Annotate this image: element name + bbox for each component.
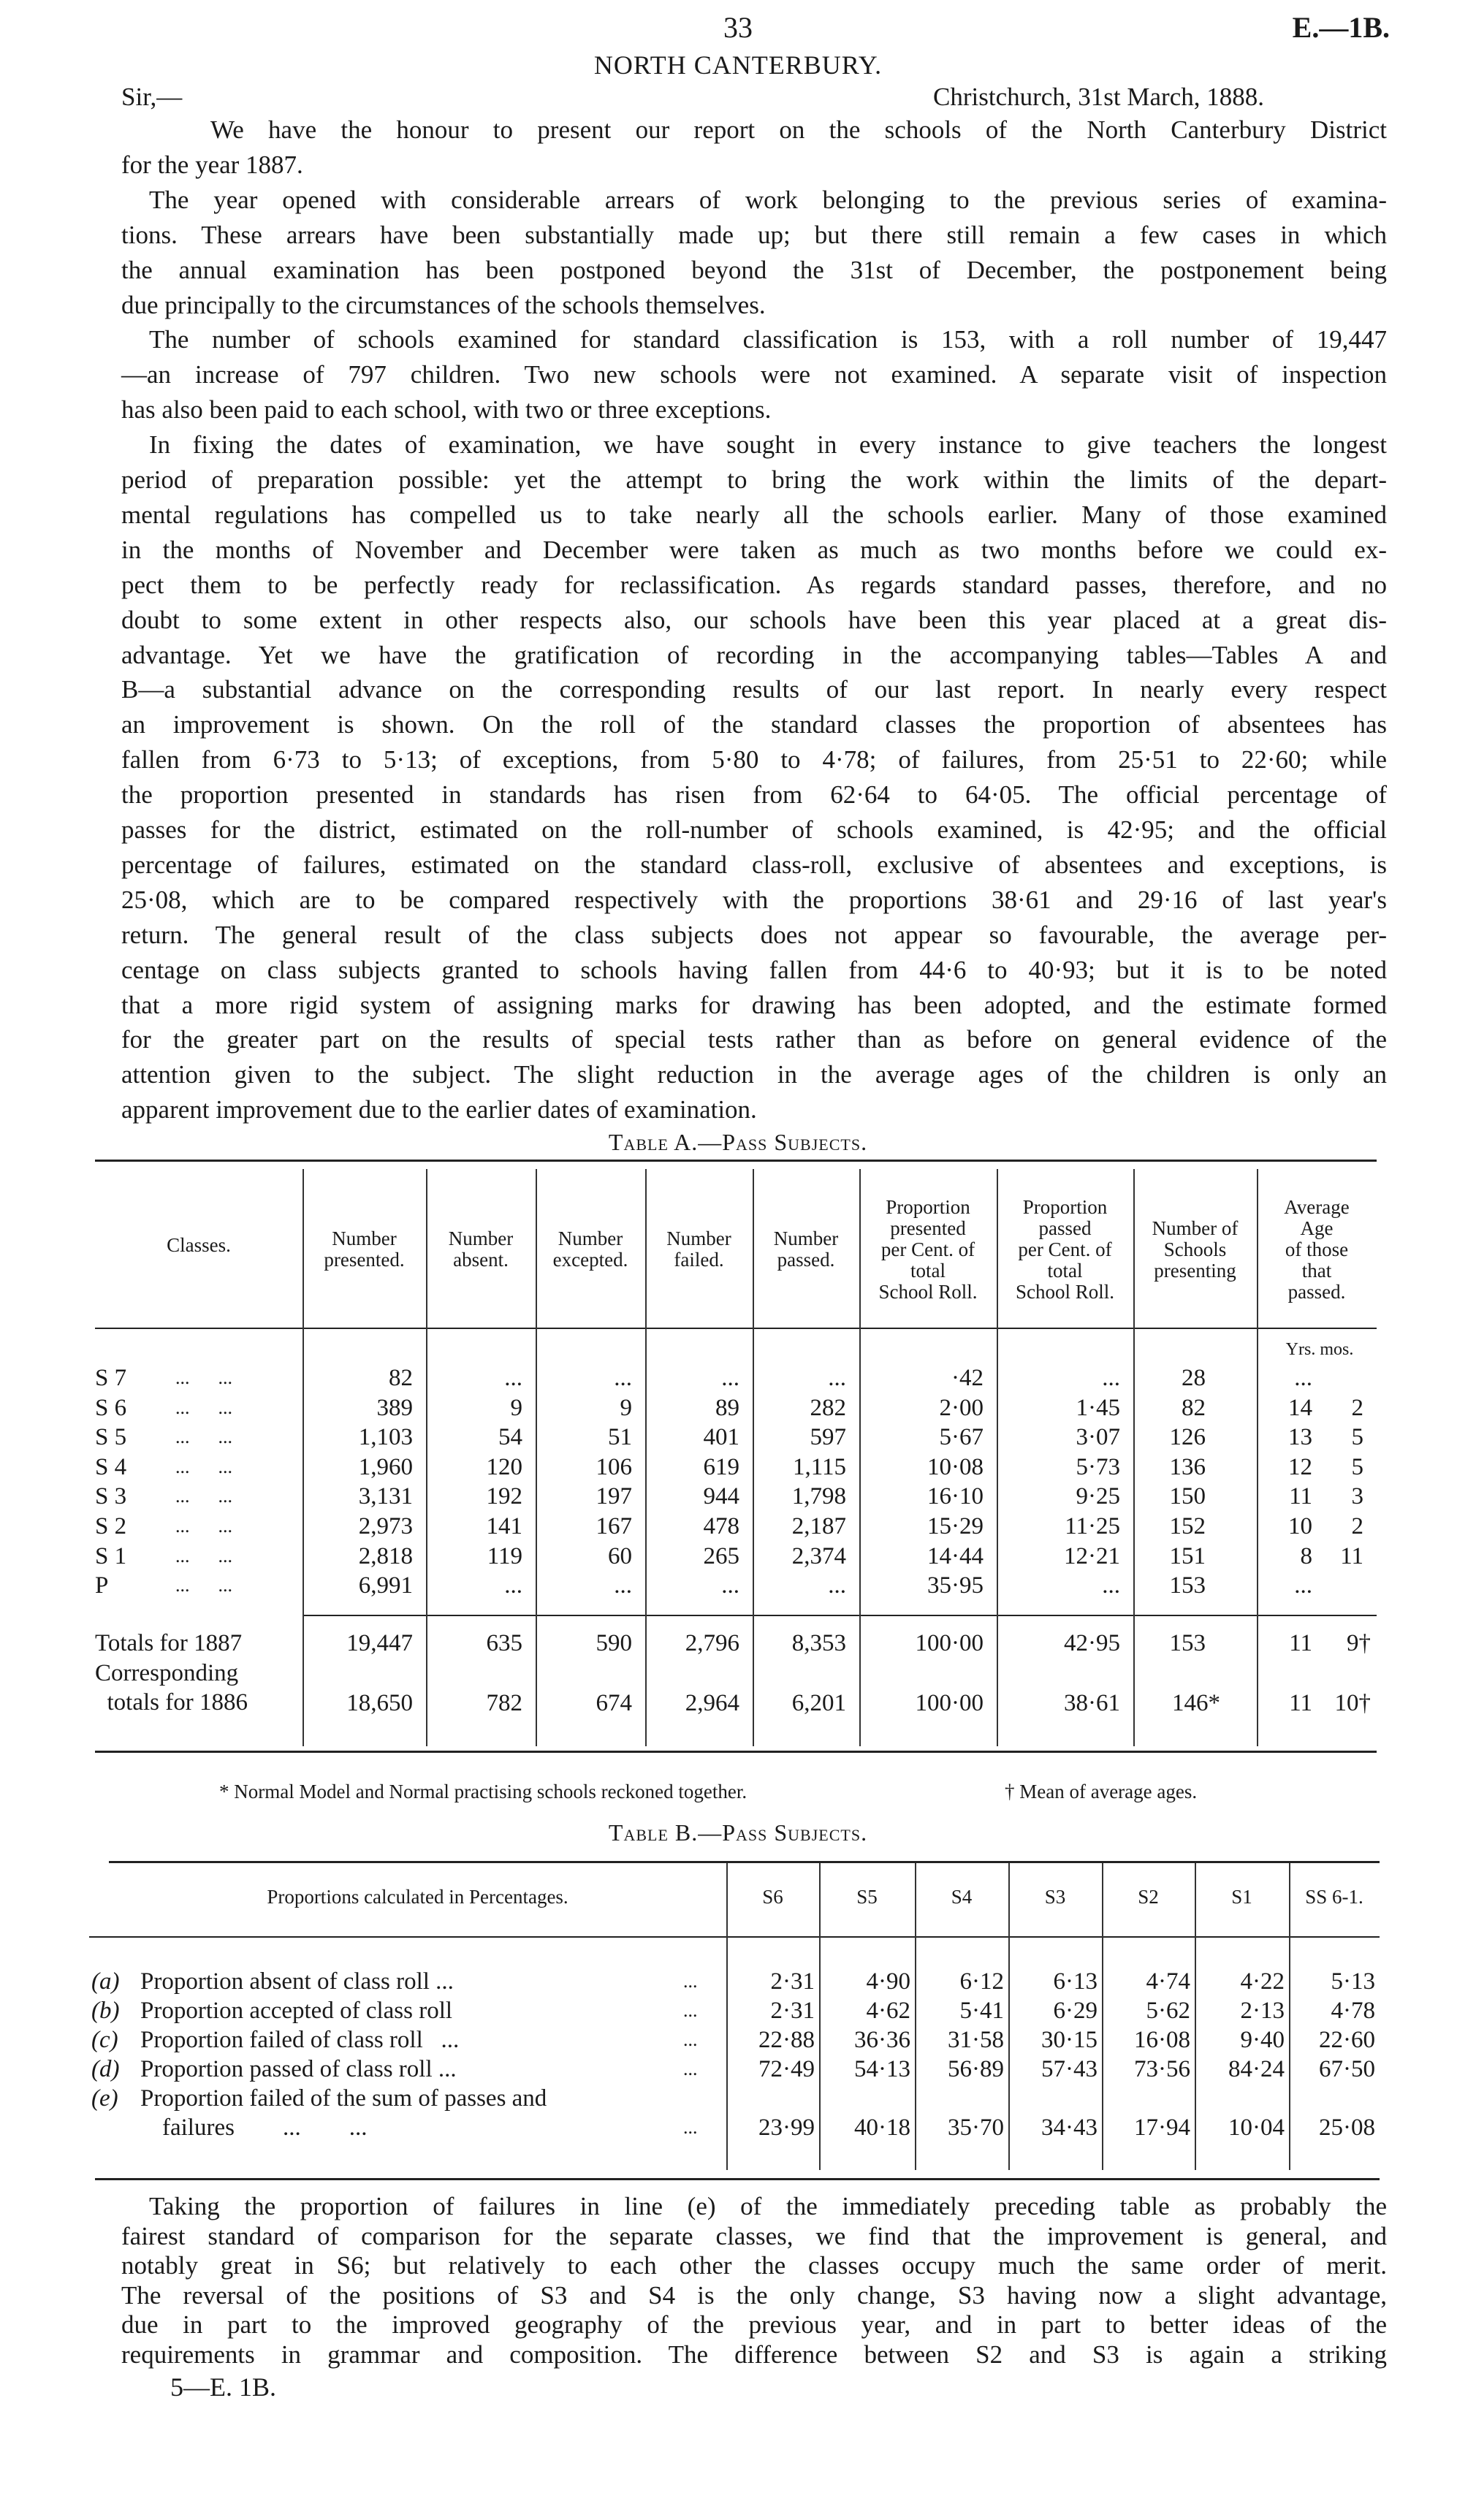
table-top-rule <box>95 1160 1377 1162</box>
age-months: 5 <box>1351 1424 1363 1451</box>
row-label: Proportion passed of class roll ... <box>140 2056 457 2082</box>
table-cell: 19,447 <box>346 1630 413 1656</box>
age-months: 9† <box>1347 1630 1371 1656</box>
table-cell: 4·90 <box>866 1968 910 1995</box>
column-header: S4 <box>951 1886 973 1908</box>
table-cell: 16·08 <box>1134 2027 1190 2053</box>
column-header: S6 <box>762 1886 783 1908</box>
leader-dots: ... ... <box>175 1485 232 1507</box>
salutation: Sir,— <box>121 83 183 111</box>
paragraph-line: the proportion presented in standards has risen from 62·64 to 64·05. The official percentage of <box>121 780 1387 810</box>
table-cell: 8,353 <box>791 1630 846 1656</box>
table-cell: 619 <box>703 1453 739 1480</box>
paragraph-line: advantage. Yet we have the gratification of recording in the accompanying tables—Tables A and <box>121 640 1387 669</box>
age-months: 5 <box>1351 1453 1363 1480</box>
table-cell: 4·78 <box>1331 1998 1375 2024</box>
paragraph-line: notably great in S6; but relatively to each other the classes occupy much the same order of merit. <box>121 2251 1387 2280</box>
dateline: Christchurch, 31st March, 1888. <box>933 83 1264 111</box>
column-header: Number failed. <box>666 1227 731 1271</box>
table-cell: 54 <box>498 1424 522 1451</box>
paragraph-line: centage on class subjects granted to schools having fallen from 44·6 to 40·93; but it is to be noted <box>121 955 1387 984</box>
paragraph-line: due in part to the improved geography of the previous year, and in part to better ideas of the <box>121 2310 1387 2340</box>
table-cell: 192 <box>486 1483 522 1510</box>
table-cell: 389 <box>376 1394 413 1421</box>
table-cell: 153 <box>1169 1630 1206 1656</box>
table-cell: ... <box>1102 1572 1120 1599</box>
class-label: S 2 <box>95 1513 127 1539</box>
paragraph-line: pect them to be perfectly ready for reclassification. As regards standard passes, therefore, and no <box>121 570 1387 599</box>
table-cell: 67·50 <box>1319 2056 1375 2082</box>
table-cell: 5·13 <box>1331 1968 1375 1995</box>
row-key: (e) <box>91 2085 118 2112</box>
column-header: S1 <box>1231 1886 1252 1908</box>
leader-dots: ... ... <box>175 1545 232 1567</box>
table-cell: 4·22 <box>1240 1968 1285 1995</box>
table-cell: 17·94 <box>1134 2114 1190 2141</box>
leader-dots: ... <box>683 2058 698 2079</box>
table-cell: 42·95 <box>1064 1630 1120 1656</box>
age-years: 14 <box>1288 1394 1312 1421</box>
table-cell: 167 <box>596 1513 632 1539</box>
table-cell: ... <box>721 1572 739 1599</box>
table-cell: 120 <box>486 1453 522 1480</box>
leader-dots: ... <box>683 2000 698 2021</box>
row-label: Proportion failed of class roll ... <box>140 2027 460 2053</box>
table-b-title: Table B.—Pass Subjects. <box>608 1819 868 1846</box>
table-cell: ... <box>828 1365 846 1391</box>
table-cell: 6·12 <box>959 1968 1004 1995</box>
row-label: Proportion absent of class roll ... <box>140 1968 454 1995</box>
table-cell: 22·60 <box>1319 2027 1375 2053</box>
table-cell: 5·73 <box>1076 1453 1120 1480</box>
class-label: S 4 <box>95 1453 127 1480</box>
table-cell: 38·61 <box>1064 1690 1120 1716</box>
table-cell: 72·49 <box>758 2056 815 2082</box>
table-cell: ... <box>504 1365 522 1391</box>
table-cell: 30·15 <box>1041 2027 1098 2053</box>
table-cell: 126 <box>1169 1424 1206 1451</box>
table-cell: 10·04 <box>1228 2114 1285 2141</box>
table-cell: 89 <box>715 1394 739 1421</box>
table-cell: 2,973 <box>358 1513 413 1539</box>
footnote-dagger: † Mean of average ages. <box>1005 1781 1198 1803</box>
paragraph-line: apparent improvement due to the earlier dates of examination. <box>121 1095 757 1124</box>
column-header: SS 6-1. <box>1305 1886 1363 1908</box>
signature-mark: 5—E. 1B. <box>170 2372 277 2402</box>
paragraph-line: that a more rigid system of assigning marks for drawing has been adopted, and the estimate formed <box>121 990 1387 1019</box>
table-cell: 18,650 <box>346 1690 413 1716</box>
table-cell: 9 <box>510 1394 522 1421</box>
table-cell: ... <box>504 1572 522 1599</box>
age-units-label: Yrs. mos. <box>1285 1340 1354 1359</box>
table-cell: 73·56 <box>1134 2056 1190 2082</box>
row-key: (a) <box>91 1968 120 1995</box>
table-cell: 2·13 <box>1240 1998 1285 2024</box>
class-label: S 7 <box>95 1365 127 1391</box>
column-header: Classes. <box>167 1234 231 1256</box>
column-header: Number of Schools presenting <box>1152 1217 1239 1282</box>
paragraph-line: We have the honour to present our report on the schools of the North Canterbury District <box>210 115 1387 144</box>
age-years: ... <box>1294 1365 1312 1391</box>
table-cell: 11·25 <box>1065 1513 1120 1539</box>
table-cell: 2·31 <box>770 1968 815 1995</box>
table-cell: 674 <box>596 1690 632 1716</box>
age-months: 3 <box>1351 1483 1363 1510</box>
column-header: Number presented. <box>324 1227 405 1271</box>
table-cell: 51 <box>608 1424 632 1451</box>
table-cell: 4·74 <box>1146 1968 1190 1995</box>
paragraph-line: tions. These arrears have been substantially made up; but there still remain a few cases in which <box>121 220 1387 249</box>
table-cell: 23·99 <box>758 2114 815 2141</box>
class-label: S 5 <box>95 1424 127 1451</box>
class-label: Totals for 1887 <box>95 1630 243 1656</box>
footnote-star: * Normal Model and Normal practising schools reckoned together. <box>219 1781 747 1803</box>
table-cell: 153 <box>1169 1572 1206 1599</box>
table-cell: 150 <box>1169 1483 1206 1510</box>
table-cell: 25·08 <box>1319 2114 1375 2141</box>
table-cell: ... <box>614 1572 632 1599</box>
age-years: 11 <box>1289 1483 1312 1510</box>
table-cell: 2·31 <box>770 1998 815 2024</box>
table-cell: 2,818 <box>358 1542 413 1569</box>
paragraph-line: return. The general result of the class subjects does not appear so favourable, the average per- <box>121 920 1387 949</box>
paragraph-line: fallen from 6·73 to 5·13; of exceptions, from 5·80 to 4·78; of failures, from 25·51 to 22·60; while <box>121 745 1387 774</box>
table-cell: 944 <box>703 1483 739 1510</box>
table-cell: 141 <box>486 1513 522 1539</box>
table-bottom-rule <box>95 1751 1377 1753</box>
row-key: (b) <box>91 1998 120 2024</box>
table-cell: 597 <box>810 1424 846 1451</box>
table-cell: ·42 <box>951 1365 984 1391</box>
header-rule <box>95 1328 1377 1329</box>
paragraph-line: period of preparation possible: yet the attempt to bring the work within the limits of the depart- <box>121 465 1387 494</box>
paragraph-line: The reversal of the positions of S3 and S4 is the only change, S3 having now a slight advantage, <box>121 2280 1387 2310</box>
table-cell: 635 <box>486 1630 522 1656</box>
table-cell: 6·13 <box>1053 1968 1098 1995</box>
class-label: S 6 <box>95 1394 127 1421</box>
table-cell: 9 <box>620 1394 632 1421</box>
column-header: S2 <box>1138 1886 1159 1908</box>
table-cell: ... <box>721 1365 739 1391</box>
paragraph-line: an improvement is shown. On the roll of the standard classes the proportion of absentees has <box>121 710 1387 739</box>
paragraph-line: for the greater part on the results of special tests rather than as before on general evidence of the <box>121 1025 1387 1054</box>
table-cell: 82 <box>1182 1394 1206 1421</box>
paragraph-line: —an increase of 797 children. Two new schools were not examined. A separate visit of inspection <box>121 360 1387 389</box>
table-cell: 28 <box>1182 1365 1206 1391</box>
totals-rule <box>303 1615 1377 1616</box>
age-months: 2 <box>1351 1513 1363 1539</box>
age-years: 11 <box>1289 1690 1312 1716</box>
table-cell: 10·08 <box>927 1453 984 1480</box>
table-cell: 2,187 <box>791 1513 846 1539</box>
table-cell: 5·62 <box>1146 1998 1190 2024</box>
table-cell: 2,374 <box>791 1542 846 1569</box>
table-cell: 1,798 <box>791 1483 846 1510</box>
table-cell: 12·21 <box>1064 1542 1120 1569</box>
table-cell: ... <box>828 1572 846 1599</box>
table-cell: 265 <box>703 1542 739 1569</box>
table-cell: 1,103 <box>358 1424 413 1451</box>
paragraph-line: mental regulations has compelled us to take nearly all the schools earlier. Many of those examined <box>121 500 1387 529</box>
table-cell: 146* <box>1172 1690 1220 1716</box>
table-cell: 6,991 <box>358 1572 413 1599</box>
table-cell: 60 <box>608 1542 632 1569</box>
column-header: Proportions calculated in Percentages. <box>267 1886 568 1908</box>
table-cell: 35·95 <box>927 1572 984 1599</box>
table-cell: 282 <box>810 1394 846 1421</box>
leader-dots: ... ... <box>175 1515 232 1537</box>
table-cell: 100·00 <box>915 1690 984 1716</box>
row-label: Proportion accepted of class roll <box>140 1998 453 2024</box>
row-key: (d) <box>91 2056 120 2082</box>
column-header: S5 <box>856 1886 878 1908</box>
row-label: failures ... ... <box>162 2114 368 2141</box>
paragraph-line: has also been paid to each school, with two or three exceptions. <box>121 395 772 425</box>
table-cell: 31·58 <box>948 2027 1004 2053</box>
table-cell: ... <box>614 1365 632 1391</box>
table-cell: 3,131 <box>358 1483 413 1510</box>
table-cell: 2,964 <box>685 1690 739 1716</box>
age-years: 11 <box>1289 1630 1312 1656</box>
table-cell: 136 <box>1169 1453 1206 1480</box>
age-months: 10† <box>1334 1690 1371 1716</box>
leader-dots: ... ... <box>175 1426 232 1448</box>
table-cell: 782 <box>486 1690 522 1716</box>
paragraph-line: Taking the proportion of failures in line (e) of the immediately preceding table as probably the <box>149 2192 1387 2220</box>
paragraph-line: The number of schools examined for standard classification is 153, with a roll number of 19,447 <box>149 325 1387 354</box>
paragraph-line: for the year 1887. <box>121 150 303 179</box>
paragraph-line: attention given to the subject. The slight reduction in the average ages of the children is only an <box>121 1060 1387 1089</box>
table-cell: 4·62 <box>866 1998 910 2024</box>
table-cell: 1·45 <box>1076 1394 1120 1421</box>
paragraph-line: in the months of November and December were taken as much as two months before we could ex- <box>121 535 1387 564</box>
table-cell: 5·41 <box>959 1998 1004 2024</box>
header-rule <box>89 1936 1380 1938</box>
table-cell: 9·40 <box>1240 2027 1285 2053</box>
column-header: Number excepted. <box>552 1227 628 1271</box>
table-cell: 36·36 <box>854 2027 910 2053</box>
page-number: 33 <box>723 11 753 44</box>
table-cell: 1,115 <box>792 1453 846 1480</box>
table-cell: 119 <box>487 1542 522 1569</box>
paragraph-line: doubt to some extent in other respects also, our schools have been this year placed at a great dis- <box>121 605 1387 634</box>
table-cell: 57·43 <box>1041 2056 1098 2082</box>
table-cell: 5·67 <box>939 1424 984 1451</box>
paragraph-line: 25·08, which are to be compared respectively with the proportions 38·61 and 29·16 of last year's <box>121 885 1387 914</box>
table-cell: 84·24 <box>1228 2056 1285 2082</box>
paragraph-line: requirements in grammar and composition. The difference between S2 and S3 is again a striking <box>121 2340 1387 2369</box>
paragraph-line: due principally to the circumstances of the schools themselves. <box>121 290 766 319</box>
table-cell: 54·13 <box>854 2056 910 2082</box>
age-years: 10 <box>1288 1513 1312 1539</box>
column-header: Number absent. <box>448 1227 514 1271</box>
paragraph-line: B—a substantial advance on the corresponding results of our last report. In nearly every respect <box>121 675 1387 704</box>
leader-dots: ... ... <box>175 1455 232 1477</box>
table-cell: 9·25 <box>1076 1483 1120 1510</box>
age-years: 12 <box>1288 1453 1312 1480</box>
column-header: Number passed. <box>773 1227 839 1271</box>
table-cell: 40·18 <box>854 2114 910 2141</box>
table-cell: 152 <box>1169 1513 1206 1539</box>
table-cell: 35·70 <box>948 2114 1004 2141</box>
table-cell: 100·00 <box>915 1630 984 1656</box>
class-label: Corresponding totals for 1886 <box>95 1660 248 1716</box>
table-a-title: Table A.—Pass Subjects. <box>608 1129 868 1155</box>
table-cell: 1,960 <box>358 1453 413 1480</box>
table-cell: 478 <box>703 1513 739 1539</box>
column-header: Proportion passed per Cent. of total School Roll. <box>1015 1195 1114 1303</box>
age-years: 13 <box>1288 1424 1312 1451</box>
table-cell: 56·89 <box>948 2056 1004 2082</box>
table-cell: 14·44 <box>927 1542 984 1569</box>
table-top-rule <box>109 1861 1380 1863</box>
table-bottom-rule <box>95 2178 1380 2180</box>
class-label: S 3 <box>95 1483 127 1510</box>
table-cell: 82 <box>389 1365 413 1391</box>
leader-dots: ... ... <box>175 1367 232 1388</box>
age-months: 2 <box>1351 1394 1363 1421</box>
document-reference: E.—1B. <box>1292 11 1390 44</box>
leader-dots: ... ... <box>175 1575 232 1596</box>
leader-dots: ... <box>683 2117 698 2138</box>
table-cell: 15·29 <box>927 1513 984 1539</box>
leader-dots: ... <box>683 1971 698 1992</box>
column-header: Average Age of those that passed. <box>1284 1195 1350 1303</box>
paragraph-line: The year opened with considerable arrears of work belonging to the previous series of examina- <box>149 185 1387 214</box>
table-cell: 6·29 <box>1053 1998 1098 2024</box>
table-cell: 22·88 <box>758 2027 815 2053</box>
paragraph-line: In fixing the dates of examination, we have sought in every instance to give teachers the longest <box>149 430 1387 460</box>
row-label: Proportion failed of the sum of passes and <box>140 2085 547 2112</box>
table-cell: 2,796 <box>685 1630 739 1656</box>
table-cell: 34·43 <box>1041 2114 1098 2141</box>
row-key: (c) <box>91 2027 118 2053</box>
table-cell: ... <box>1102 1365 1120 1391</box>
table-cell: 2·00 <box>939 1394 984 1421</box>
paragraph-line: fairest standard of comparison for the separate classes, we find that the improvement is general, and <box>121 2221 1387 2250</box>
paragraph-line: passes for the district, estimated on the roll-number of schools examined, is 42·95; and the official <box>121 815 1387 844</box>
table-cell: 3·07 <box>1076 1424 1120 1451</box>
table-cell: 401 <box>703 1424 739 1451</box>
table-cell: 590 <box>596 1630 632 1656</box>
column-header: S3 <box>1044 1886 1066 1908</box>
age-months: 11 <box>1340 1542 1363 1569</box>
table-cell: 16·10 <box>927 1483 984 1510</box>
table-cell: 106 <box>596 1453 632 1480</box>
age-years: 8 <box>1300 1542 1312 1569</box>
table-cell: 197 <box>596 1483 632 1510</box>
paragraph-line: percentage of failures, estimated on the standard class-roll, exclusive of absentees and exceptions, is <box>121 850 1387 879</box>
section-title: NORTH CANTERBURY. <box>593 50 883 80</box>
class-label: S 1 <box>95 1542 127 1569</box>
table-cell: 151 <box>1169 1542 1206 1569</box>
paragraph-line: the annual examination has been postponed beyond the 31st of December, the postponement being <box>121 255 1387 284</box>
column-header: Proportion presented per Cent. of total School Roll. <box>878 1195 978 1303</box>
table-cell: 6,201 <box>791 1690 846 1716</box>
age-years: ... <box>1294 1572 1312 1599</box>
leader-dots: ... ... <box>175 1396 232 1418</box>
class-label: P <box>95 1572 109 1599</box>
leader-dots: ... <box>683 2029 698 2050</box>
